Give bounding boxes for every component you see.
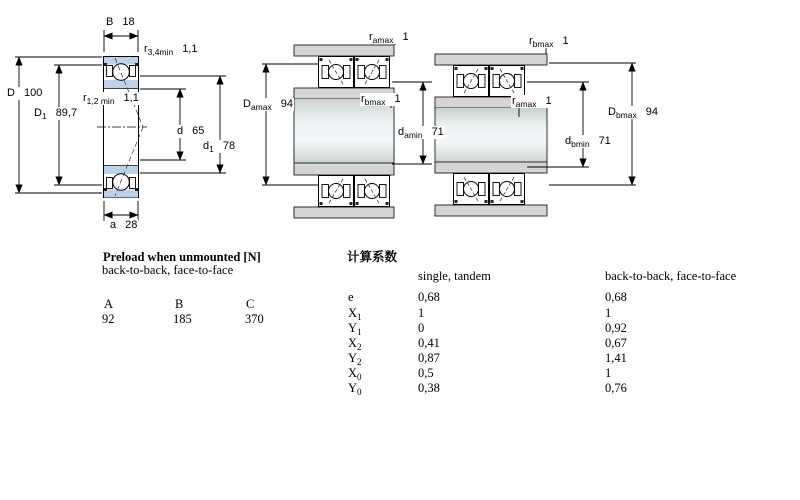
dim-label-D: D 100 [7,87,43,99]
factor-value-btb: 0,68 [605,290,627,304]
factor-symbol: $Y_0$ [348,381,362,397]
dim-label-ramax-mid: $r_{amax}$ 1 [369,31,409,45]
factor-value-single: 0,38 [418,381,440,395]
factor-symbol: $X_0$ [348,366,362,382]
dim-label-ramax-right: $r_{amax}$ 1 [512,95,552,109]
factor-value-btb: 1,41 [605,351,627,365]
factor-value-btb: 1 [605,366,612,380]
dim-label-Dbmax: $D_{bmax}$ 94 [608,106,658,120]
factor-row [0,366,800,381]
dim-label-D1: $D_1$ 89,7 [34,107,78,121]
factor-value-single: 1 [418,306,425,320]
dim-label-d: d 65 [177,125,205,137]
preload-col-header-B: B [175,297,184,311]
dim-label-r34min: $r_{3,4min}$ 1,1 [144,43,198,57]
factor-value-single: 0,87 [418,351,440,365]
factor-row [0,381,800,396]
factor-row [0,321,800,336]
factor-symbol: e [348,290,354,304]
factors-col-header-single-tandem: single, tandem [418,269,491,283]
factors-col-header-btb-ftf: back-to-back, face-to-face [605,269,737,283]
preload-col-header-A: A [104,297,114,311]
factor-symbol: $Y_1$ [348,321,362,337]
dim-label-damin: $d_{amin}$ 71 [398,126,444,140]
factor-value-single: 0,68 [418,290,440,304]
preload-value-B: 185 [173,312,192,326]
preload-value-A: 92 [102,312,115,326]
factor-value-single: 0,41 [418,336,440,350]
factor-row [0,336,800,351]
factor-row [0,290,800,305]
preload-table-subtitle: back-to-back, face-to-face [102,263,234,277]
factor-row [0,306,800,321]
dim-label-rbmax-right: $r_{bmax}$ 1 [529,35,569,49]
dim-label-a: a 28 [110,219,138,231]
dim-label-d1: $d_1$ 78 [203,140,236,154]
factor-symbol: $X_2$ [348,336,362,352]
dim-label-Damax: $D_{amax}$ 94 [243,98,293,112]
dim-label-r12min: $r_{1,2 min}$ 1,1 [83,92,139,106]
factor-value-btb: 1 [605,306,612,320]
factor-row [0,351,800,366]
factor-symbol: $Y_2$ [348,351,362,367]
factor-value-btb: 0,67 [605,336,627,350]
factors-table-title: 计算系数 [347,250,398,264]
dim-label-B: B 18 [106,16,135,28]
preload-table-title: Preload when unmounted [N] [103,250,261,264]
bearing-cross-section-drawing [97,57,147,198]
factor-value-btb: 0,92 [605,321,627,335]
preload-value-C: 370 [245,312,264,326]
factor-value-btb: 0,76 [605,381,627,395]
preload-col-header-C: C [246,297,255,311]
factor-value-single: 0,5 [418,366,434,380]
dim-label-dbmin: $d_{bmin}$ 71 [565,135,611,149]
dim-label-rbmax-mid: $r_{bmax}$ 1 [361,93,401,107]
factor-symbol: $X_1$ [348,306,362,322]
factor-value-single: 0 [418,321,425,335]
